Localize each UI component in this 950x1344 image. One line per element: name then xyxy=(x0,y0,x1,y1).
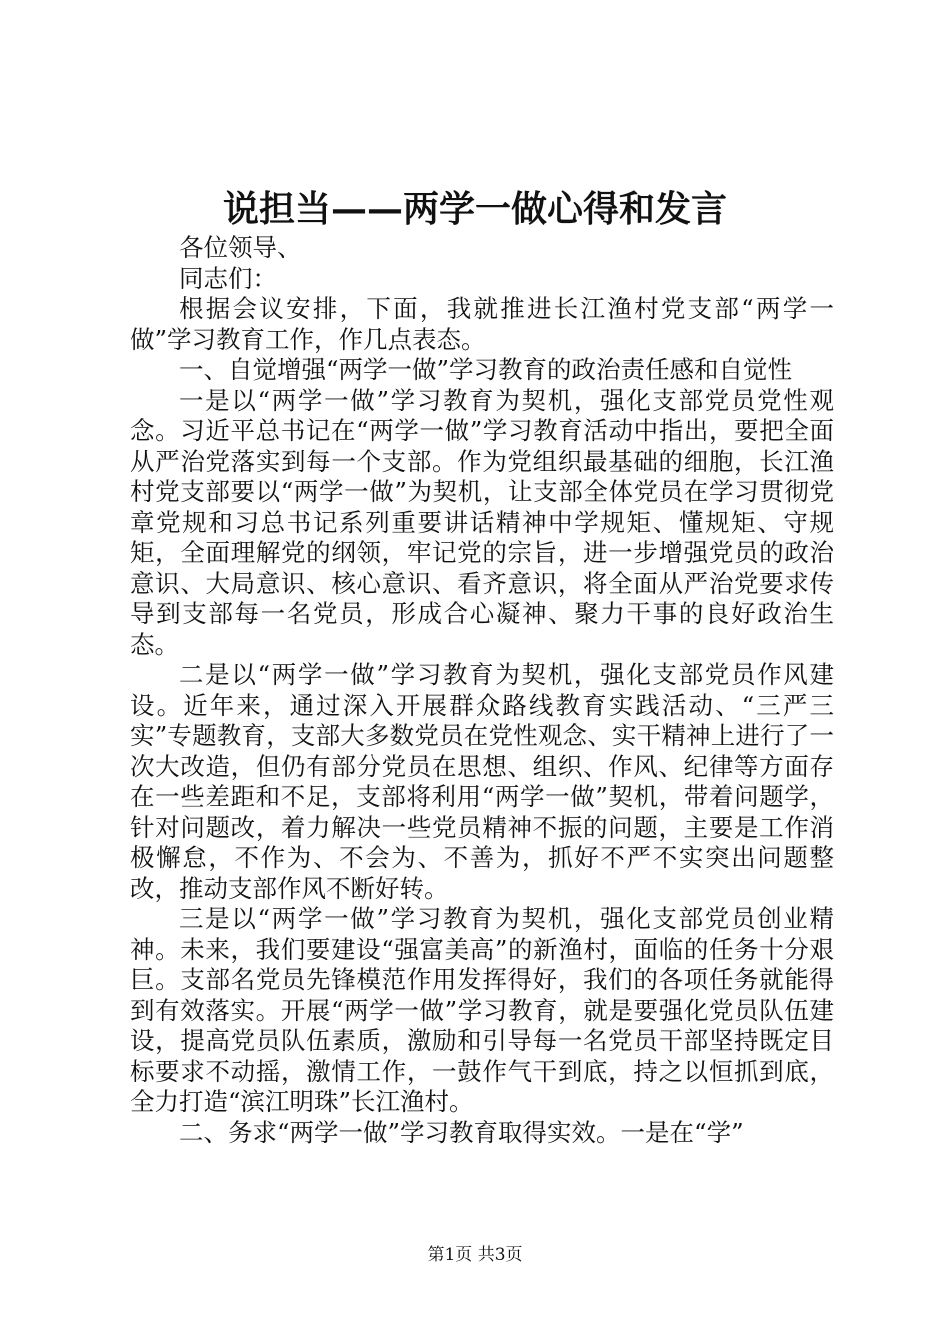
section-heading-2: 二、务求“两学一做”学习教育取得实效。一是在“学” xyxy=(179,1117,744,1147)
paragraph-point-3: 三是以“两学一做”学习教育为契机，强化支部党员创业精神。未来，我们要建设“强富美高”的新渔村，面临的任务十分艰巨。支部名党员先锋模范作用发挥得好，我们的各项任务就能得到有效落实。开展“两学一做”学习教育，就是要强化党员队伍建设，提高党员队伍素质，激励和引导每一名党员干部坚持既定目标要求不动摇，激情工作，一鼓作气干到底，持之以恒抓到底，全力打造“滨江明珠”长江渔村。 xyxy=(130,904,834,1116)
section-heading-1: 一、自觉增强“两学一做”学习教育的政治责任感和自觉性 xyxy=(179,355,793,384)
document-title: 说担当——两学一做心得和发言 xyxy=(222,188,727,230)
paragraph-point-2: 二是以“两学一做”学习教育为契机，强化支部党员作风建设。近年来，通过深入开展群众路线教育实践活动、“三严三实”专题教育，支部大多数党员在党性观念、实干精神上进行了一次大改造，但仍有部分党员在思想、组织、作风、纪律等方面存在一些差距和不足，支部将利用“两学一做”契机，带着问题学，针对问题改，着力解决一些党员精神不振的问题，主要是工作消极懈怠，不作为、不会为、不善为，抓好不严不实突出问题整改，推动支部作风不断好转。 xyxy=(130,660,834,903)
document-body xyxy=(130,233,834,1148)
salutation-comrades: 同志们： xyxy=(179,263,277,293)
paragraph-point-1: 一是以“两学一做”学习教育为契机，强化支部党员党性观念。习近平总书记在“两学一做”学习教育活动中指出，要把全面从严治党落实到每一个支部。作为党组织最基础的细胞，长江渔村党支部要以“两学一做”为契机，让支部全体党员在学习贯彻党章党规和习总书记系列重要讲话精神中学规矩、懂规矩、守规矩，全面理解党的纲领，牢记党的宗旨，进一步增强党员的政治意识、大局意识、核心意识、看齐意识，将全面从严治党要求传导到支部每一名党员，形成合心凝神、聚力干事的良好政治生态。 xyxy=(130,385,834,659)
salutation-leaders: 各位领导、 xyxy=(179,233,302,262)
page-number-footer: 第1页 共3页 xyxy=(427,1245,523,1265)
paragraph-intro: 根据会议安排，下面，我就推进长江渔村党支部“两学一做”学习教育工作，作几点表态。 xyxy=(130,294,834,354)
